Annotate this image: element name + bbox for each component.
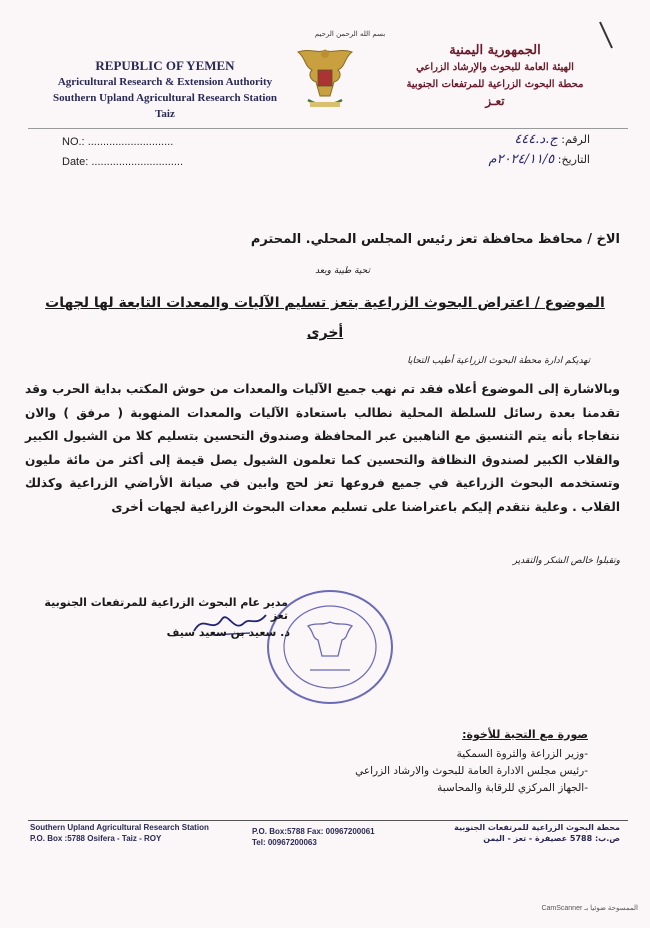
- cc-title: صورة مع التحية للأخوة:: [462, 728, 588, 741]
- letter-body: وبالاشارة إلى الموضوع أعلاه فقد تم نهب جميع الآليات والمعدات من حوش المكتب بداية الحرب وقد تقدمنا بعدة رسائل للسلطة المحلية نطالب باستعادة الآليات والمعدات المنهوبة ( مرفق ) والان نتفاجاء بأنه يتم التنسيق مع الناهبين عبر المحافظة وصندوق التحسين بتسليم كلا من الشيول الكبير والقلاب الكبير لصندوق النظافة والتحسين كما تعلمون الشيول يصل قيمة إلى أكثر من مائة مليون وتستخدمه البحوث الزراعية في جميع فروعها تعز لحج وابين في صيانة الأراضي الزراعية وكذلك القلاب . وعلية نتقدم إليكم باعتراضنا على تسليم معدات البحوث الزراعية لجهات أخرى: [25, 382, 620, 514]
- footer-en-line1: Southern Upland Agricultural Research Station: [30, 823, 209, 832]
- footer-english: [30, 822, 209, 844]
- ref-date-ar-value: ٢٠٢٤/١١/٥م: [488, 152, 555, 167]
- ref-date-label: Date:: [62, 156, 89, 168]
- ref-number-en: [62, 136, 173, 148]
- letterhead-ar-country: الجمهورية اليمنية: [449, 43, 541, 58]
- letterhead-en-authority: Agricultural Research & Extension Authority: [57, 76, 273, 88]
- footer-divider: [28, 820, 628, 821]
- footer-en-line2: P.O. Box :5788 Osifera - Taiz - ROY: [30, 834, 162, 843]
- letterhead-en-city: Taiz: [155, 108, 175, 120]
- yemen-eagle-emblem-icon: [290, 40, 360, 115]
- footer-arabic: [454, 822, 620, 844]
- letterhead-ar-station: محطة البحوث الزراعية للمرتفعات الجنوبية: [406, 79, 584, 90]
- footer-mid-line2: Tel: 00967200063: [252, 838, 317, 847]
- subject-text: الموضوع / اعتراض البحوث الزراعية بتعز تسليم الآليات والمعدات التابعة لها لجهات أخرى: [45, 295, 605, 341]
- cc-list: [355, 746, 588, 797]
- signatory-title: مدير عام البحوث الزراعية للمرتفعات الجنوبية تعز: [44, 596, 288, 622]
- header-divider: [28, 128, 628, 129]
- letterhead-english: [40, 58, 290, 122]
- ref-number-ar: [514, 132, 590, 147]
- footer-ar-line1: محطة البحوث الزراعية للمرتفعات الجنوبية: [454, 823, 620, 832]
- ref-date-en: [62, 156, 183, 168]
- footer-ar-line2: ص.ب: 5788 عصيفرة - تعز - اليمن: [483, 834, 620, 843]
- footer-mid-line1: P.O. Box:5788 Fax: 00967200061: [252, 827, 375, 836]
- ref-number-ar-label: الرقم:: [561, 133, 590, 146]
- signatory-name: د. سعيد بن سعيد سيف: [166, 626, 290, 639]
- letterhead-ar-city: تعـز: [485, 94, 505, 108]
- letterhead-en-country: REPUBLIC OF YEMEN: [95, 58, 235, 73]
- letterhead-ar-authority: الهيئة العامة للبحوث والإرشاد الزراعي: [416, 62, 574, 73]
- cc-item: -رئيس مجلس الادارة العامة للبحوث والارشاد الزراعي: [355, 765, 588, 777]
- ref-date-dots: ..............................: [91, 156, 184, 168]
- subject-line: [30, 288, 620, 348]
- footer-contact: [252, 826, 375, 848]
- addressee: الاخ / محافظ محافظة تعز رئيس المجلس المحلي. المحترم: [250, 232, 620, 247]
- salutation: تهديكم ادارة محطة البحوث الزراعية أطيب التحايا: [407, 356, 590, 366]
- scanner-watermark: CamScanner الممسوحة ضوئيا بـ: [541, 905, 638, 912]
- greeting: تحية طيبة وبعد: [315, 266, 370, 276]
- ref-number-dots: ............................: [87, 136, 174, 148]
- letterhead-en-station: Southern Upland Agricultural Research Station: [52, 92, 278, 104]
- ref-number-label: NO.:: [62, 136, 85, 148]
- ref-date-ar-label: التاريخ:: [557, 153, 590, 166]
- cc-item: -وزير الزراعة والثروة السمكية: [456, 748, 588, 760]
- letterhead-arabic: [370, 42, 620, 110]
- ref-date-ar: [489, 152, 590, 167]
- ref-number-ar-value: ج.د.٤٤٤: [514, 132, 558, 147]
- basmala: بسم الله الرحمن الرحيم: [314, 30, 386, 38]
- closing-line: وتقبلوا خالص الشكر والتقدير: [512, 556, 620, 566]
- cc-item: -الجهاز المركزي للرقابة والمحاسبة: [437, 782, 588, 794]
